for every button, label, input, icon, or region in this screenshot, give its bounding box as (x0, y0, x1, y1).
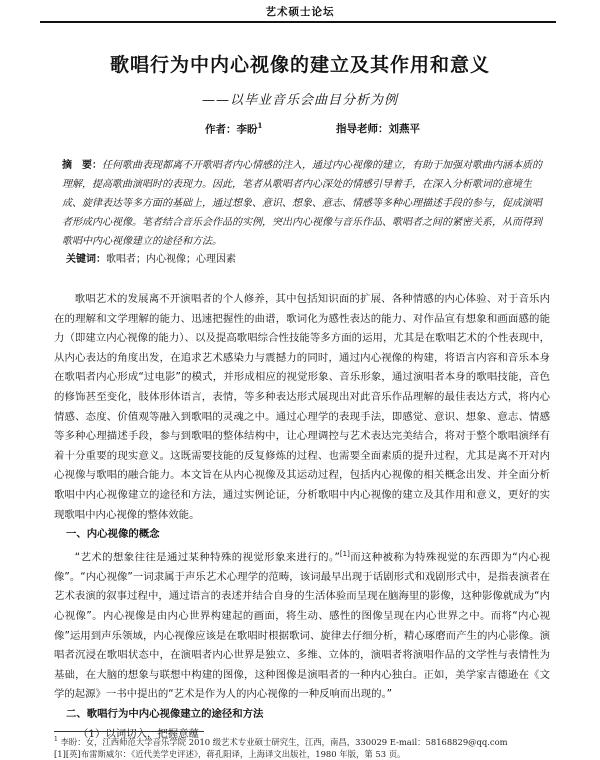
abstract-label: 摘 要： (62, 160, 102, 171)
paper-subtitle: ——以毕业音乐会曲目分析为例 (201, 93, 398, 108)
author-name: 作者：李盼 (205, 123, 258, 136)
footnote-1-text: 李盼：女，江西师范大学音乐学院 2010 级艺术专业硕士研究生，江西，南昌，330029 E-mail：58168829@qq.com (60, 736, 508, 747)
concept-paragraph (54, 545, 550, 705)
abstract (62, 156, 544, 251)
journal-tag: 艺术硕士论坛 (265, 6, 335, 18)
footnote-2-mark: [1] (54, 748, 66, 759)
keywords-text: 歌唱者；内心视像；心理因素 (106, 254, 236, 265)
footnotes (54, 734, 550, 760)
footnote-2-text: [英]布雷斯威尔：《近代美学史评述》，蒋孔阳译，上海译文出版社，1980 年版，第 53 页。 (65, 748, 406, 759)
concept-text: 而这种被称为特殊视觉的东西即为“内心视像”。“内心视像”一词隶属于声乐艺术心理学的范畴，该词最早出现于话剧形式和戏剧形式中，是指表演者在艺术表演的叙事过程中，通过语言的表述并结合自身的生活体验而呈现在脑海里的影像，这种影像就成为“内心视像”。内心视像是由内心世界构建起的画面，将生动、感性的图像呈现在内心世界之中。而将“内心视像”运用到声乐领域，内心视像应该是在歌唱时根据歌词、旋律去仔细分析，精心琢磨而产生的内心影像。演唱者沉浸在歌唱状态中，在演唱者内心世界是独立、多维、立体的，演唱者将演唱作品的文学性与表情性为基础，在大脑的想象与联想中构建的图像，这种图像是演唱者的一种内心独白。正如，美学家吉德逊在《文学的起源》一书中提出的“艺术是作为人的内心视像的一种反响而出现的。” (54, 551, 550, 701)
quote-text: “艺术的想象往往是通过某种特殊的视觉形象来进行的。” (74, 551, 340, 564)
body-text (54, 290, 550, 744)
section-heading-2: 二、歌唱行为中内心视像建立的途径和方法 (66, 707, 264, 720)
intro-paragraph: 歌唱艺术的发展离不开演唱者的个人修养，其中包括知识面的扩展、各种情感的内心体验、对于音乐内在的理解和文学理解的能力、迅速把握性的曲谱，歌词化为感性表达的能力、对作品宣有想象和画面感的能力（即建立内心视像的能力）、以及提高歌唱综合性技能等多方面的运用，尤其是在歌唱艺术的个性表现中，从内心表达的角度出发，在追求艺术感染力与震撼力的同时，通过内心视像的构建，将语言内容和音乐本身在歌唱者内心形成“过电影”的模式，并形成相应的视觉形象、音乐形象，通过演唱者本身的歌唱技能，音色的修饰甚至变化，肢体形体语言，表情，等多种表达形式展现出对此音乐作品理解的最佳表达方式，将内心情感、态度、价值观等融入到歌唱的灵魂之中。通过心理学的表现手法，即感觉、意识、想象、意志、情感等多种心理描述手段，参与到歌唱的整体结构中，让心理调控与艺术表达完美结合，将对于整个歌唱演绎有着十分重要的现实意义。这既需要技能的反复修炼的过程、也需要全面素质的提升过程，尤其是离不开对内心视像与歌唱的融合能力。本文旨在从内心视像及其运动过程，包括内心视像的相关概念出发、并全面分析歌唱中内心视像建立的途径和方法，通过实例论证，分析歌唱中内心视像的建立及其作用和意义，更好的实现歌唱中内心视像的整体效能。 (54, 293, 550, 521)
author (205, 121, 262, 137)
citation-mark: [1] (339, 549, 350, 558)
paper-title: 歌唱行为中内心视像的建立及其作用和意义 (109, 54, 490, 76)
abstract-text: 任何歌曲表现都离不开歌唱者内心情感的注入，通过内心视像的建立，有助于加强对歌曲内涵本质的理解，提高歌曲演唱时的表现力。因此，笔者从歌唱者内心深处的情感引导着手，在深入分析歌词的意境生成、旋律表达等多方面的基础上，通过想象、意识、想象、意志、情感等多种心理描述手段的参与，促成演唱者形成内心视像。笔者结合音乐会作品的实例，突出内心视像与音乐作品、歌唱者之间的紧密关系，从而得到歌唱中内心视像建立的途径和方法。 (62, 160, 542, 247)
subsection-heading: （1）以词切入，把握意蕴 (78, 727, 199, 740)
author-footnote-mark: 1 (257, 121, 263, 130)
footnote-rule (54, 731, 204, 732)
keywords-label: 关键词： (66, 254, 106, 265)
keywords (66, 252, 544, 268)
header-rule (40, 21, 556, 23)
advisor: 指导老师：刘燕平 (336, 123, 420, 135)
footnote-1 (54, 734, 550, 748)
running-header (0, 0, 600, 22)
section-heading-1: 一、内心视像的概念 (66, 528, 160, 541)
footnote-2 (54, 748, 550, 760)
footnote-1-mark: 1 (54, 736, 58, 743)
